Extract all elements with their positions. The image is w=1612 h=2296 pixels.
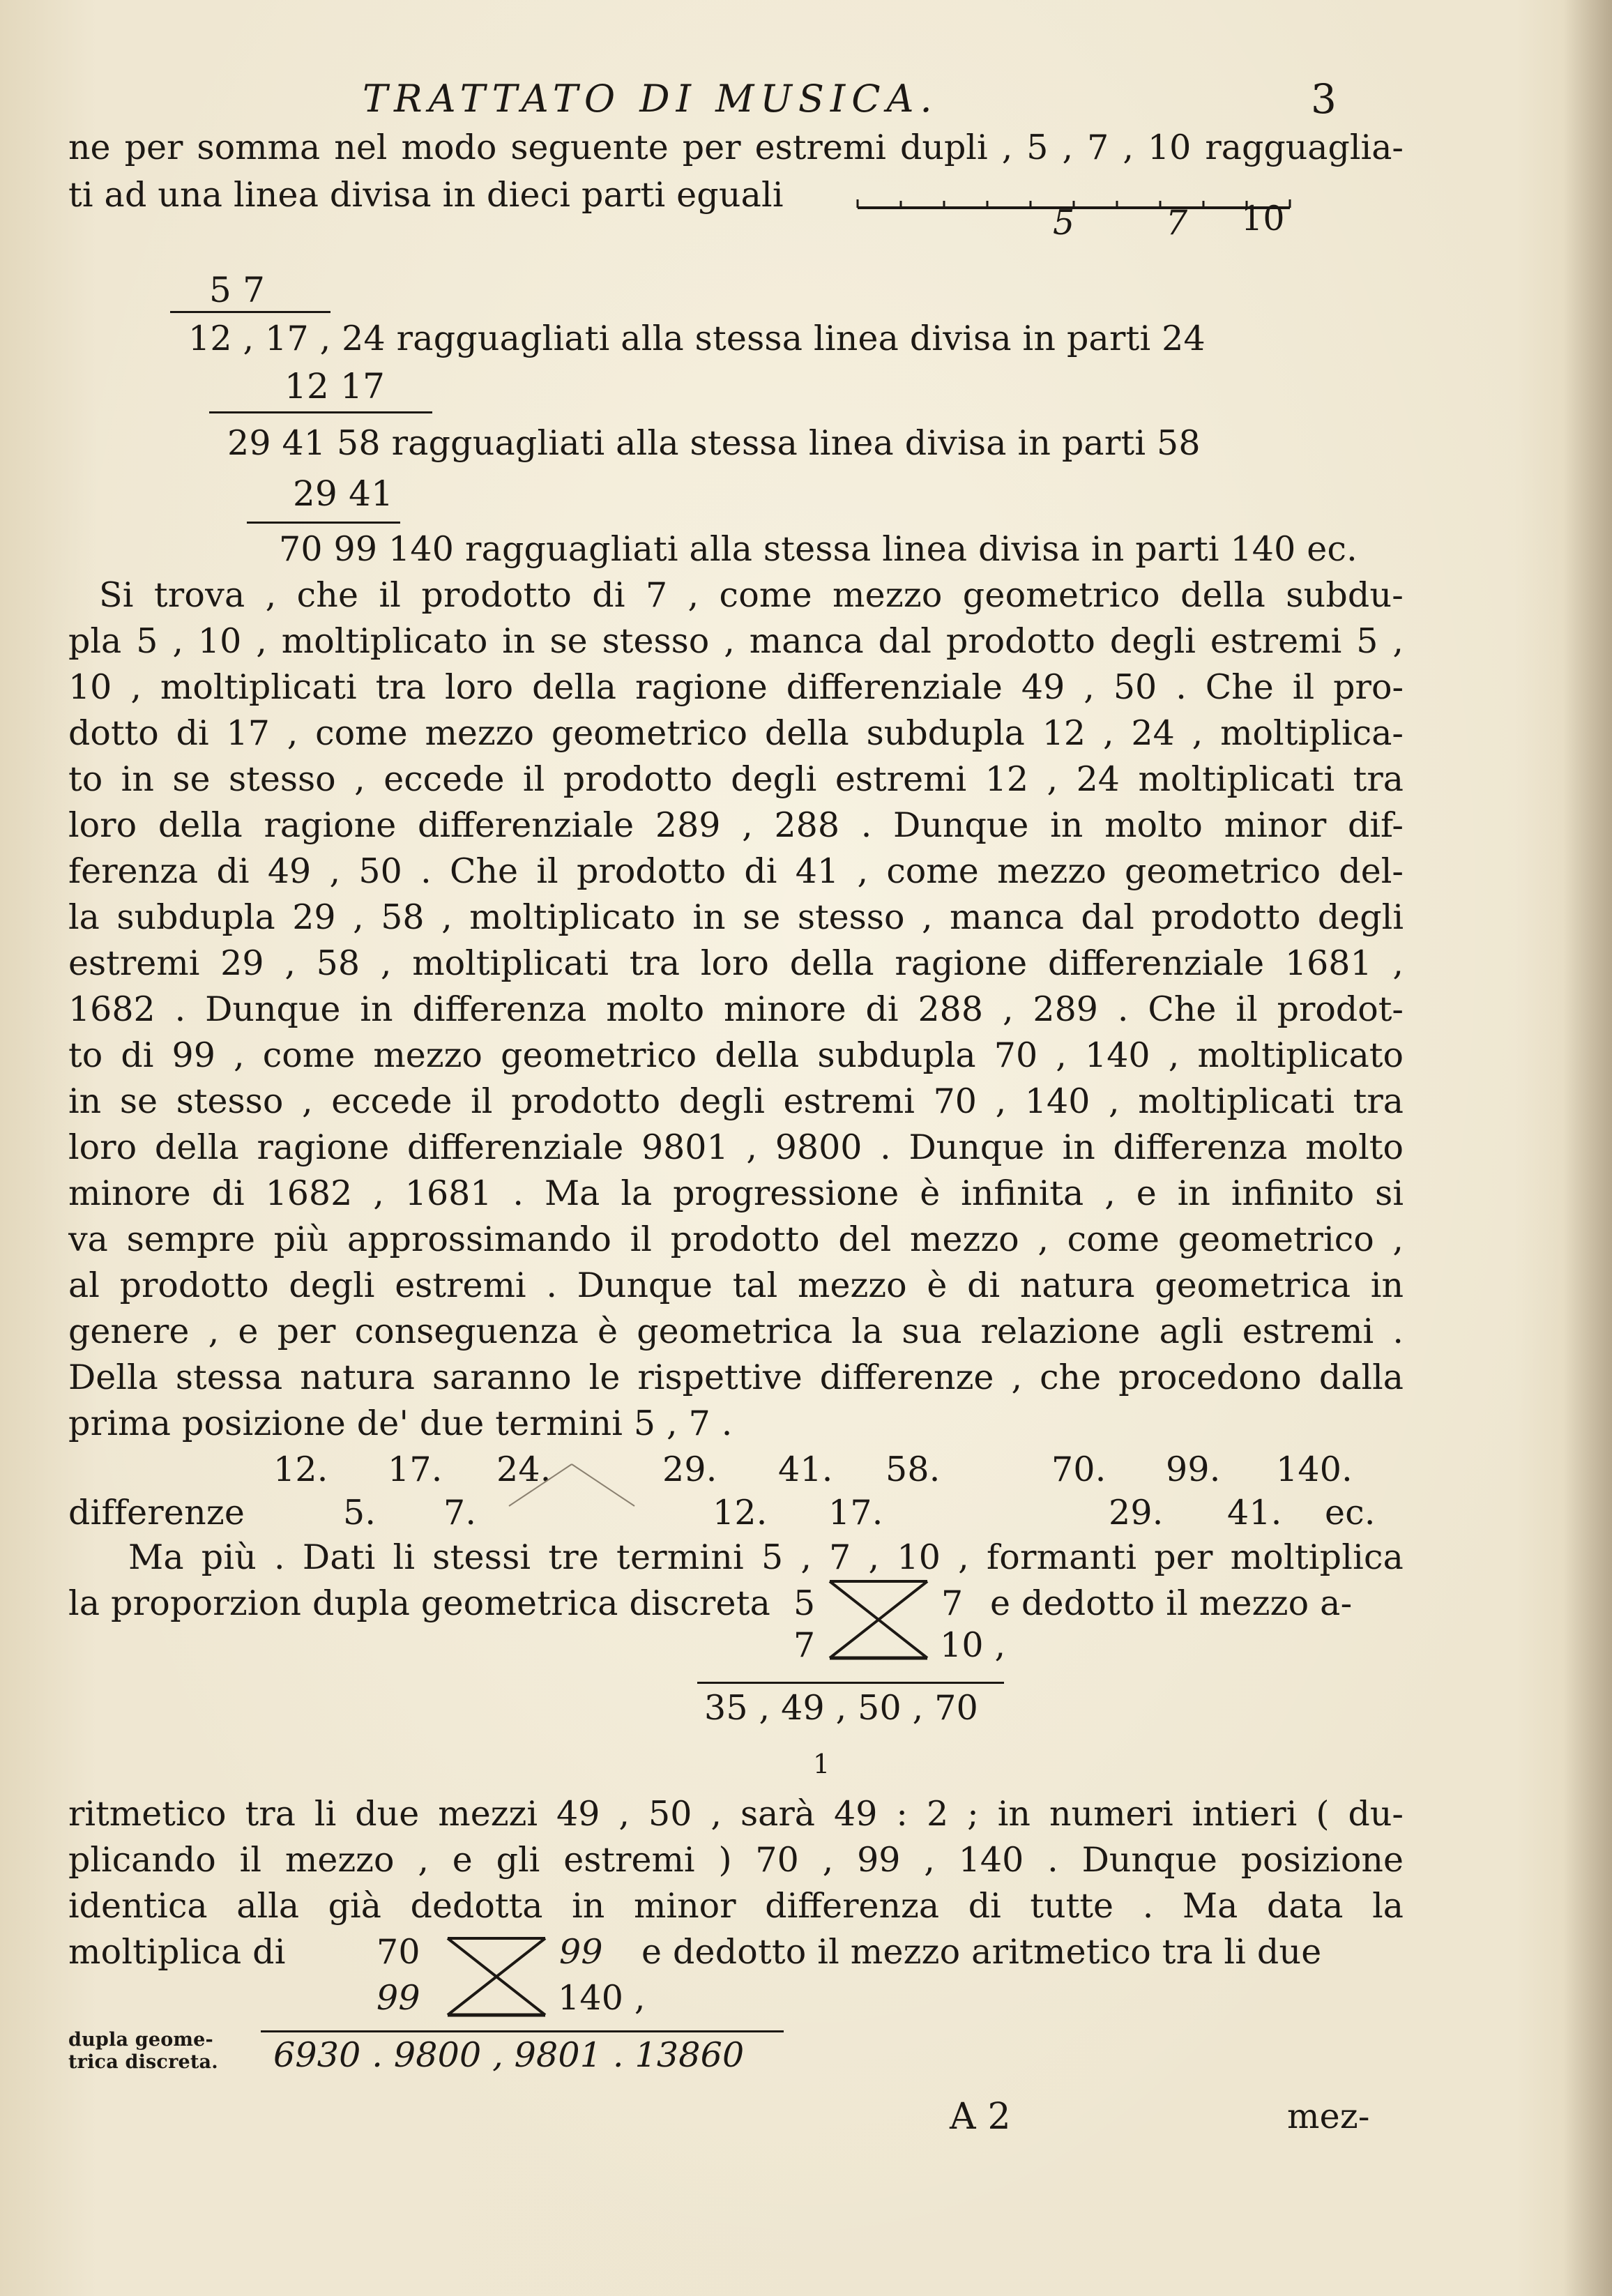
body-line-14: minore di 1682 , 1681 . Ma la progressione è infinita , e in infinito si: [68, 1173, 1404, 1213]
cross2-bottom-right: 140 ,: [558, 1978, 646, 2018]
intro-line-2: ti ad una linea divisa in dieci parti eguali: [68, 175, 784, 215]
difference-item: ec.: [1325, 1493, 1376, 1533]
differences-label: differenze: [68, 1493, 245, 1533]
difference-item: 41.: [1227, 1493, 1282, 1533]
para2-line-6-end: e dedotto il mezzo aritmetico tra li due: [641, 1932, 1322, 1972]
difference-item: 29.: [1109, 1493, 1164, 1533]
sequence-item: 24.: [496, 1450, 552, 1489]
cross1-top-left: 5: [793, 1583, 816, 1623]
para2-line-4: plicando il mezzo , e gli estremi ) 70 , 99 , 140 . Dunque posizione: [68, 1840, 1404, 1880]
product2: 6930 . 9800 , 9801 . 13860: [273, 2035, 745, 2075]
sequence-item: 12.: [273, 1450, 328, 1489]
cross2-top-right: 99: [559, 1932, 603, 1972]
product1: 35 , 49 , 50 , 70: [704, 1688, 978, 1728]
differences-crossing-lines: [495, 1457, 648, 1513]
body-line-11: to di 99 , come mezzo geometrico della subdupla 70 , 140 , moltiplicato: [68, 1035, 1404, 1075]
table-row-2b: 29 41: [293, 473, 394, 514]
page-gutter-shadow: [1563, 0, 1612, 2296]
cross1-bottom-left: 7: [793, 1625, 816, 1665]
cross2-hourglass: [441, 1931, 552, 2022]
body-line-12: in se stesso , eccede il prodotto degli estremi 70 , 140 , moltiplicati tra: [68, 1081, 1404, 1121]
body-line-3: 10 , moltiplicati tra loro della ragione differenziale 49 , 50 . Che il pro-: [68, 667, 1404, 707]
body-line-17: genere , e per conseguenza è geometrica la sua relazione agli estremi .: [68, 1312, 1404, 1351]
table-row-2: 29 41 58 ragguagliati alla stessa linea divisa in parti 58: [227, 423, 1201, 463]
body-line-7: ferenza di 49 , 50 . Che il prodotto di 41 , come mezzo geometrico del-: [68, 851, 1404, 891]
sequence-item: 29.: [662, 1450, 717, 1489]
para2-line-1: Ma più . Dati li stessi tre termini 5 , 7 , 10 , formanti per moltiplica: [128, 1537, 1404, 1577]
scale-label-7: 7: [1166, 203, 1188, 243]
body-line-18: Della stessa natura saranno le rispettive differenze , che procedono dalla: [68, 1358, 1404, 1397]
sequence-item: 70.: [1051, 1450, 1107, 1489]
signature-mark: A 2: [950, 2096, 1011, 2138]
product1-rule: [697, 1682, 1004, 1684]
table-rule-1: [170, 311, 330, 313]
sequence-item: 99.: [1166, 1450, 1221, 1489]
table-row-1b: 12 17: [284, 366, 386, 406]
body-line-13: loro della ragione differenziale 9801 , 9800 . Dunque in differenza molto: [68, 1127, 1404, 1167]
body-line-19: prima posizione de' due termini 5 , 7 .: [68, 1404, 733, 1443]
cross1-bottom-right: 10 ,: [940, 1625, 1006, 1665]
index-one: 1: [813, 1749, 830, 1779]
catchword: mez-: [1287, 2097, 1370, 2136]
table-rule-2: [209, 411, 432, 413]
body-line-9: estremi 29 , 58 , moltiplicati tra loro della ragione differenziale 1681 ,: [68, 943, 1404, 983]
table-row-3: 70 99 140 ragguagliati alla stessa linea divisa in parti 140 ec.: [279, 529, 1358, 569]
cross1-hourglass: [823, 1574, 934, 1665]
cross2-bottom-left: 99: [377, 1978, 420, 2018]
scale-label-5: 5: [1053, 203, 1075, 243]
body-line-1: Si trova , che il prodotto di 7 , come mezzo geometrico della subdu-: [99, 575, 1404, 615]
sequence-item: 41.: [778, 1450, 833, 1489]
margin-note-line-1: dupla geome-: [68, 2029, 213, 2051]
para2-line-5: identica alla già dedotta in minor differenza di tutte . Ma data la: [68, 1886, 1404, 1926]
body-line-10: 1682 . Dunque in differenza molto minore di 288 , 289 . Che il prodot-: [68, 989, 1404, 1029]
scale-label-10: 10: [1241, 199, 1285, 238]
body-line-8: la subdupla 29 , 58 , moltiplicato in se stesso , manca dal prodotto degli: [68, 897, 1404, 937]
body-line-2: pla 5 , 10 , moltiplicato in se stesso , manca dal prodotto degli estremi 5 ,: [68, 621, 1404, 661]
para2-line-2-text: la proporzion dupla geometrica discreta: [68, 1583, 771, 1623]
sequence-item: 58.: [885, 1450, 941, 1489]
para2-line-3: ritmetico tra li due mezzi 49 , 50 , sarà 49 : 2 ; in numeri intieri ( du-: [68, 1794, 1404, 1834]
difference-item: 17.: [828, 1493, 883, 1533]
page-number: 3: [1311, 75, 1337, 123]
difference-item: 12.: [713, 1493, 768, 1533]
table-rule-3: [247, 522, 400, 524]
product2-rule: [261, 2030, 784, 2032]
body-line-6: loro della ragione differenziale 289 , 288 . Dunque in molto minor dif-: [68, 805, 1404, 845]
sequence-item: 17.: [388, 1450, 443, 1489]
body-line-16: al prodotto degli estremi . Dunque tal mezzo è di natura geometrica in: [68, 1265, 1404, 1305]
table-row-1: 12 , 17 , 24 ragguagliati alla stessa linea divisa in parti 24: [188, 319, 1206, 358]
cross1-top-right: 7: [941, 1583, 964, 1623]
running-title: TRATTATO DI MUSICA.: [363, 77, 938, 121]
table-row-0: 5 7: [209, 270, 266, 310]
body-line-4: dotto di 17 , come mezzo geometrico della subdupla 12 , 24 , moltiplica-: [68, 713, 1404, 753]
difference-item: 5.: [343, 1493, 377, 1533]
cross2-top-left: 70: [377, 1932, 420, 1972]
intro-line-1: ne per somma nel modo seguente per estremi dupli , 5 , 7 , 10 ragguaglia-: [68, 128, 1404, 167]
para2-line-2-end: e dedotto il mezzo a-: [990, 1583, 1353, 1623]
sequence-item: 140.: [1276, 1450, 1353, 1489]
para2-line-6-start: moltiplica di: [68, 1932, 286, 1972]
margin-note-line-2: trica discreta.: [68, 2051, 218, 2073]
body-line-15: va sempre più approssimando il prodotto del mezzo , come geometrico ,: [68, 1219, 1404, 1259]
body-line-5: to in se stesso , eccede il prodotto degli estremi 12 , 24 moltiplicati tra: [68, 759, 1404, 799]
difference-item: 7.: [443, 1493, 477, 1533]
